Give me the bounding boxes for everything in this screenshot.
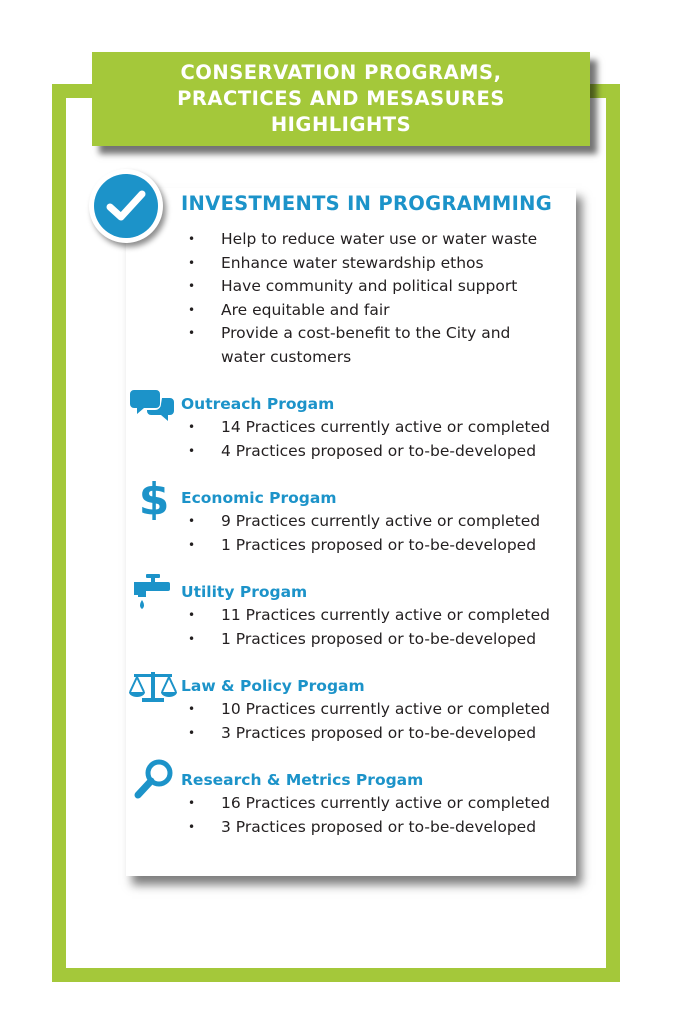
list-item: • 16 Practices currently active or completed	[188, 792, 550, 816]
list-item: • 14 Practices currently active or completed	[188, 416, 550, 440]
list-item: • Enhance water stewardship ethos	[188, 252, 537, 276]
svg-text:$: $	[138, 474, 170, 520]
program-list-law-policy	[188, 698, 550, 745]
program-title-law-policy: Law & Policy Progam	[181, 677, 365, 695]
list-item: • 3 Practices proposed or to-be-developed	[188, 722, 550, 746]
dollar-icon	[134, 474, 174, 524]
program-title-research: Research & Metrics Progam	[181, 771, 424, 789]
list-item: • Provide a cost-benefit to the City and	[188, 322, 537, 346]
list-item: water customers	[221, 347, 352, 366]
magnifier-icon	[134, 758, 176, 804]
program-list-economic	[188, 510, 540, 557]
program-list-utility	[188, 604, 550, 651]
checkmark-icon	[94, 174, 158, 238]
investments-list	[188, 228, 537, 369]
banner-title-line: CONSERVATION PROGRAMS,	[180, 61, 502, 84]
faucet-icon	[132, 572, 174, 618]
list-item: • 4 Practices proposed or to-be-developed	[188, 440, 550, 464]
list-item: • 11 Practices currently active or completed	[188, 604, 550, 628]
speech-bubbles-icon	[130, 386, 176, 426]
scales-icon	[128, 670, 178, 708]
banner-title-line: PRACTICES AND MESASURES	[177, 87, 505, 110]
program-title-economic: Economic Progam	[181, 489, 337, 507]
program-title-outreach: Outreach Progam	[181, 395, 335, 413]
banner-title-line: HIGHLIGHTS	[270, 113, 412, 136]
list-item: • Have community and political support	[188, 275, 537, 299]
list-item: • 10 Practices currently active or completed	[188, 698, 550, 722]
list-item: • Are equitable and fair	[188, 299, 537, 323]
list-item: • Help to reduce water use or water waste	[188, 228, 537, 252]
list-item: • 9 Practices currently active or completed	[188, 510, 540, 534]
list-item: • 1 Practices proposed or to-be-developed	[188, 534, 540, 558]
program-list-research	[188, 792, 550, 839]
program-title-utility: Utility Progam	[181, 583, 308, 601]
list-item: • 1 Practices proposed or to-be-developed	[188, 628, 550, 652]
program-list-outreach	[188, 416, 550, 463]
header-banner	[92, 52, 590, 146]
list-item: • 3 Practices proposed or to-be-developed	[188, 816, 550, 840]
investments-title: INVESTMENTS IN PROGRAMMING	[181, 192, 553, 215]
